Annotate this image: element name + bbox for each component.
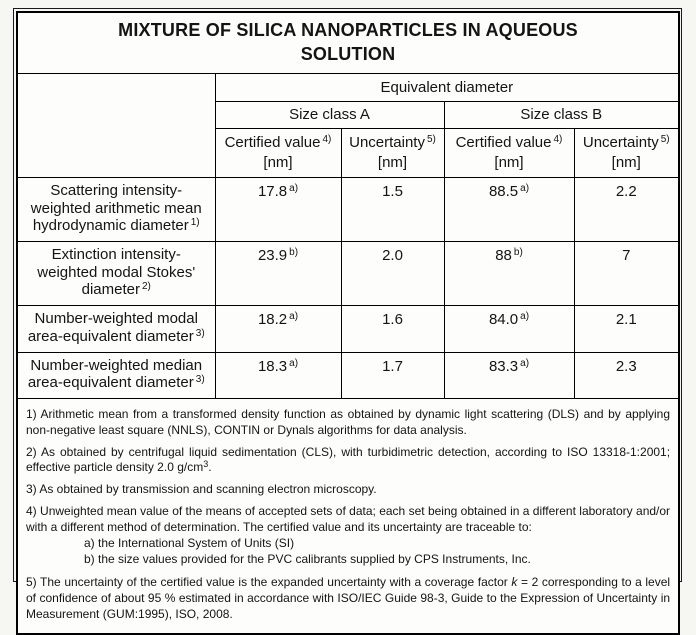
footnote-4: [26, 504, 670, 536]
certified-value: 17.8: [257, 183, 288, 200]
uncertainty-value: 2.2: [615, 183, 637, 200]
title-cell: [17, 12, 679, 73]
footnote-4-item-b: b) the size values provided for the PVC calibrants supplied by CPS Instruments, Inc.: [84, 551, 531, 566]
cubed-superscript: 3: [203, 459, 209, 470]
coverage-factor-k: k: [511, 575, 518, 590]
header-equivalent-diameter: Equivalent diameter: [215, 73, 679, 101]
value-cell: [215, 306, 341, 352]
uncertainty-cell: [574, 306, 679, 352]
footnote-1: 1) Arithmetic mean from a transformed density function as obtained by dynamic light scattering (DLS) and by applying non-negative least square (NNLS), CONTIN or Dynals algorithms for data analysis.: [26, 406, 671, 437]
value-cell: [215, 352, 341, 398]
header-uncertainty-b: [574, 128, 679, 178]
uncertainty-cell: [341, 242, 444, 306]
footnotes-cell: [17, 398, 679, 633]
footnote-5-text-a: 5) The uncertainty of the certified value is the expanded uncertainty with a coverage factor: [26, 575, 512, 590]
footnote-ref: 2): [141, 281, 151, 293]
header-certified-value-b: [444, 128, 574, 178]
table-row: [17, 306, 679, 352]
footnote-ref: 1): [190, 217, 200, 229]
table-row: [17, 178, 679, 242]
uncertainty-cell: [341, 306, 444, 352]
corner-cell: [17, 73, 215, 178]
traceability-ref: b): [513, 247, 523, 259]
uncertainty-cell: [574, 242, 679, 306]
uncertainty-value: 2.1: [615, 311, 637, 329]
value-cell: [444, 352, 574, 398]
certified-value: 88.5: [488, 183, 519, 200]
uncertainty-value: 2.0: [382, 247, 403, 265]
value-cell: [215, 242, 341, 306]
header-certified-value-a: [215, 128, 341, 178]
header-unit: [nm]: [377, 153, 408, 171]
certificate-frame: [13, 8, 682, 621]
row-label-text: Number-weighted median area-equivalent diameter: [27, 356, 203, 392]
value-cell: [444, 242, 574, 306]
footnote-ref-4: 4): [322, 133, 332, 145]
uncertainty-cell: [574, 352, 679, 398]
header-size-class-a: Size class A: [215, 101, 444, 128]
footnote-4-text: 4) Unweighted mean value of the means of accepted sets of data; each set being obtained in a different laboratory and/or with a different method of determination. The certified value and its uncertainty are traceable to:: [26, 504, 671, 534]
uncertainty-value: 2.3: [615, 357, 637, 375]
footnote-2-period: .: [208, 460, 212, 475]
header-label: Certified value: [224, 133, 321, 151]
header-label: Certified value: [455, 133, 552, 151]
header-label: Uncertainty: [349, 133, 425, 151]
document-title: MIXTURE OF SILICA NANOPARTICLES IN AQUEOUS SOLUTION: [118, 20, 578, 64]
footnote-ref-5: 5): [660, 133, 670, 145]
header-row-top: [17, 73, 679, 101]
footnotes-row: [17, 398, 679, 633]
table-row: [17, 352, 679, 398]
traceability-ref: a): [289, 183, 299, 194]
row-label-text: Extinction intensity-weighted modal Stokes' diameter: [37, 246, 196, 299]
footnote-5: [26, 575, 670, 622]
traceability-ref: a): [520, 311, 530, 323]
footnote-3: 3) As obtained by transmission and scanning electron microscopy.: [26, 482, 377, 497]
value-cell: [215, 178, 341, 242]
header-unit: [nm]: [263, 153, 293, 171]
certified-value: 83.3: [488, 357, 519, 375]
header-label: Uncertainty: [582, 133, 659, 151]
traceability-ref: a): [520, 183, 530, 194]
table-row: [17, 242, 679, 306]
row-label-text: Scattering intensity-weighted arithmetic mean hydrodynamic diameter: [30, 182, 202, 235]
traceability-ref: b): [289, 247, 299, 259]
footnote-2-text: 2) As obtained by centrifugal liquid sedimentation (CLS), with turbidimetric detection, according to ISO 13318-1:2001; effective particle density 2.0 g/cm: [26, 444, 671, 475]
certified-value: 88: [495, 247, 512, 265]
value-cell: [444, 178, 574, 242]
certified-value: 84.0: [488, 311, 519, 329]
uncertainty-value: 1.6: [382, 311, 403, 329]
row-label-median-area-diameter: [17, 352, 215, 398]
uncertainty-value: 1.7: [382, 357, 403, 375]
footnote-ref-4: 4): [553, 133, 563, 145]
uncertainty-value: 7: [622, 247, 631, 265]
title-row: [17, 12, 679, 73]
certificate-table: [16, 11, 680, 635]
footnote-2: [26, 445, 670, 477]
row-label-text: Number-weighted modal area-equivalent diameter: [27, 310, 198, 345]
uncertainty-cell: [574, 178, 679, 242]
uncertainty-value: 1.5: [382, 183, 403, 200]
row-label-hydrodynamic-diameter: [17, 178, 215, 242]
traceability-ref: a): [520, 357, 530, 369]
header-size-class-b: Size class B: [444, 101, 679, 128]
footnote-ref: 3): [195, 374, 205, 386]
traceability-ref: a): [289, 357, 299, 369]
footnote-ref-5: 5): [426, 133, 436, 145]
certified-value: 18.3: [257, 357, 288, 375]
header-uncertainty-a: [341, 128, 444, 178]
value-cell: [444, 306, 574, 352]
uncertainty-cell: [341, 352, 444, 398]
certified-value: 18.2: [257, 311, 288, 329]
uncertainty-cell: [341, 178, 444, 242]
certified-value: 23.9: [257, 247, 288, 265]
footnote-ref: 3): [195, 327, 205, 339]
header-unit: [nm]: [494, 153, 524, 171]
traceability-ref: a): [289, 311, 299, 323]
footnote-5-text-b: = 2 corresponding to a level of confidence of about 95 % estimated in accordance with ISO/IEC Guide 98-3, Guide to the Expression of Uncertainty in Measurement (GUM:1995), ISO, 2008.: [26, 575, 671, 621]
row-label-stokes-diameter: [17, 242, 215, 306]
row-label-modal-area-diameter: [17, 306, 215, 352]
footnote-4-item-a: a) the International System of Units (SI): [84, 535, 295, 550]
header-unit: [nm]: [611, 153, 641, 171]
